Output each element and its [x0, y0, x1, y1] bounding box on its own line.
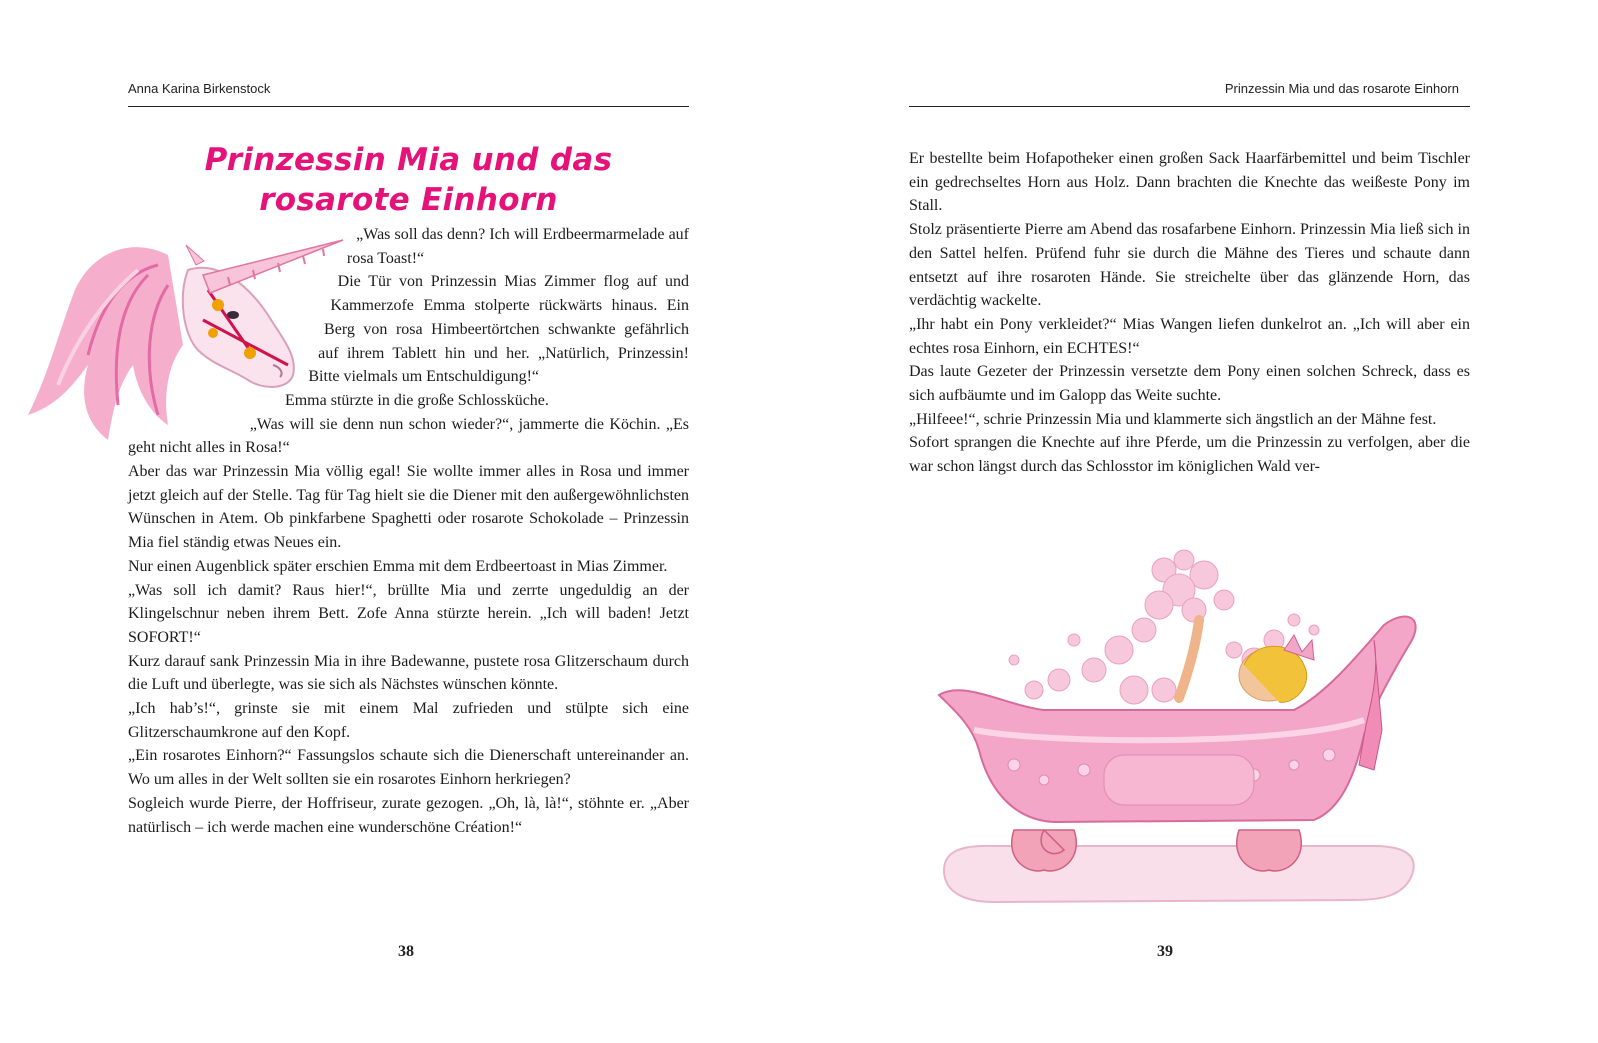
header-rule [909, 106, 1470, 107]
paragraph: „Ein rosarotes Einhorn?“ Fassungslos schaute sich die Dienerschaft untereinander an. Wo um alles in der Welt sollten sie ein rosarotes Einhorn herkriegen? [128, 747, 689, 789]
paragraph: „Was soll das denn? Ich will Erdbeermarmelade auf rosa Toast!“ [346, 226, 689, 267]
princess-arm [1179, 620, 1199, 698]
paragraph: „Was soll ich damit? Raus hier!“, brüllte Mia und zerrte ungeduldig an der Klingelschnur neben ihrem Bett. Zofe Anna stürzte herein. „Ich will baden! Jetzt SOFORT!“ [128, 581, 689, 646]
right-page [799, 0, 1598, 1043]
paragraph: „Hilfeee!“, schrie Prinzessin Mia und klammerte sich ängstlich an der Mähne fest. [909, 410, 1437, 428]
paragraph: „Ich hab’s!“, grinste sie mit einem Mal zufrieden und stülpte sich eine Glitzerschaumkrone auf den Kopf. [128, 700, 689, 741]
running-head-title: Prinzessin Mia und das rosarote Einhorn [1224, 81, 1459, 96]
paragraph: „Was will sie denn nun schon wieder?“, jammerte die Köchin. „Es geht nicht alles in Rosa!“ [128, 415, 689, 457]
paragraph: Sofort sprangen die Knechte auf ihre Pferde, um die Prinzessin zu verfolgen, aber die war schon längst durch das Schlosstor im königlichen Wald ver- [909, 434, 1470, 476]
paragraph: Emma stürzte in die große Schlossküche. [284, 391, 549, 409]
paragraph: „Ihr habt ein Pony verkleidet?“ Mias Wangen liefen dunkelrot an. „Ich will aber ein echtes rosa Einhorn, ein ECHTES!“ [909, 315, 1470, 357]
paragraph: Nur einen Augenblick später erschien Emma mit dem Erdbeertoast in Mias Zimmer. [128, 557, 668, 575]
story-title: Prinzessin Mia und das rosarote Einhorn [204, 142, 613, 218]
paragraph: Aber das war Prinzessin Mia völlig egal! Sie wollte immer alles in Rosa und immer jetzt gleich auf der Stelle. Tag für Tag hielt sie die Diener mit den außergewöhnlichsten Wünschen in Atem. Ob pinkfarbene Spaghetti oder rosarote Schokolade – Prinzessin Mia fiel ständig etwas Neues ein. [128, 463, 689, 552]
paragraph: Kurz darauf sank Prinzessin Mia in ihre Badewanne, pustete rosa Glitzerschaum durch die Luft und überlegte, was sie sich als Nächstes wünschen könnte. [128, 652, 689, 694]
header-rule [128, 106, 689, 107]
story-text-right [909, 147, 1470, 479]
paragraph: Das laute Gezeter der Prinzessin versetzte dem Pony einen solchen Schreck, dass es sich aufbäumte und im Galopp das Weite suchte. [909, 363, 1470, 405]
story-text-left [128, 223, 689, 839]
bathtub-illustration [934, 530, 1434, 925]
paragraph: Sogleich wurde Pierre, der Hoffriseur, zurate gezogen. „Oh, là, là!“, stöhnte er. „Aber natürlisch – ich werde machen eine wunderschöne Création!“ [128, 794, 689, 836]
page-number: 39 [1157, 943, 1173, 960]
paragraph: Er bestellte beim Hofapotheker einen großen Sack Haarfärbemittel und beim Tischler ein gedrechseltes Horn aus Holz. Dann brachten die Knechte das weißeste Pony im Stall. [909, 150, 1470, 215]
paragraph: Stolz präsentierte Pierre am Abend das rosafarbene Einhorn. Prinzessin Mia ließ sich in den Sattel helfen. Prüfend fuhr sie durch die Mähne des Tieres und schaute dann entsetzt auf ihre rosaroten Hände. Sie streichelte über das glänzende Horn, das verdächtig wackelte. [909, 221, 1470, 310]
page-number: 38 [398, 943, 414, 960]
running-head-author: Anna Karina Birkenstock [128, 81, 271, 96]
paragraph: Die Tür von Prinzessin Mias Zimmer flog auf und Kammerzofe Emma stolperte rückwärts hinaus. Ein Berg von rosa Himbeertörtchen schwankte gefährlich auf ihrem Tablett hin und her. „Natürlich, Prinzessin! Bitte vielmals um Entschuldigung!“ [308, 273, 689, 386]
